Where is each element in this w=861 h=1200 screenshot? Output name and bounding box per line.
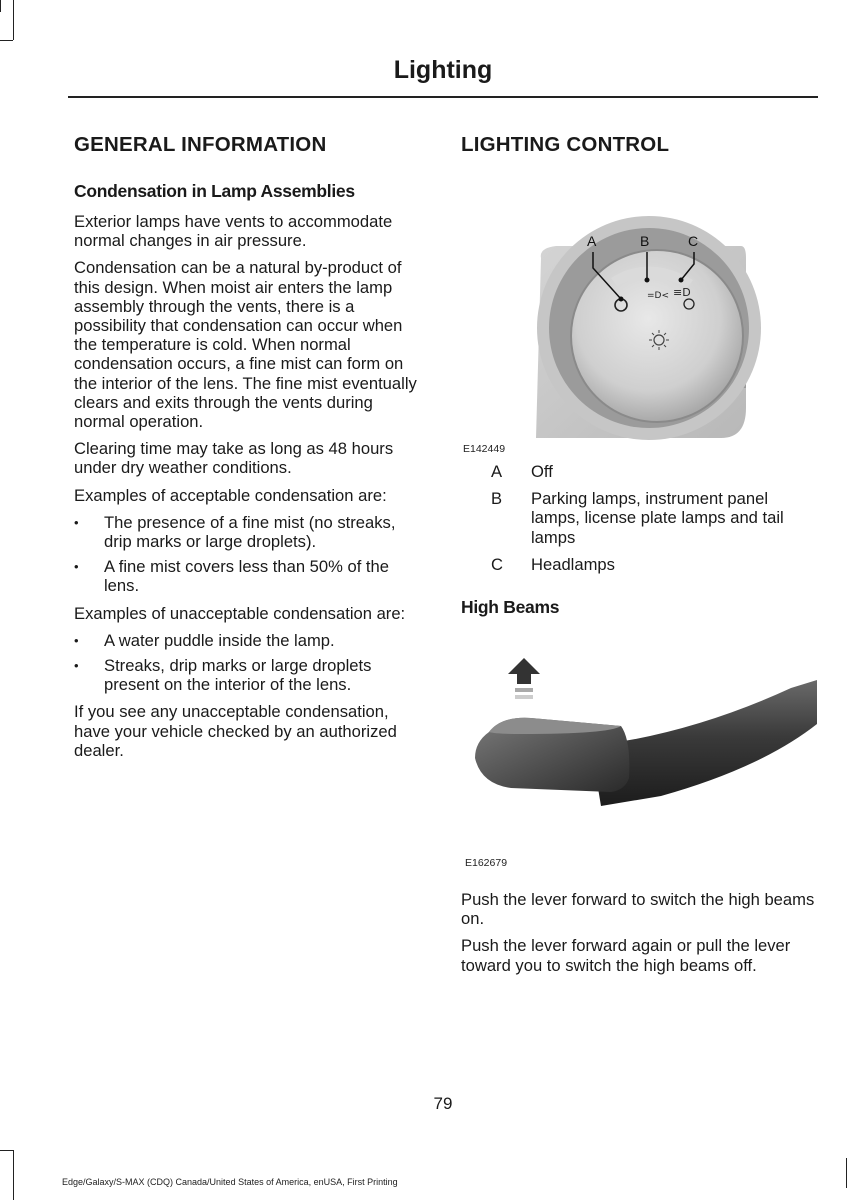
unacceptable-list	[74, 631, 426, 695]
parking-lamp-symbol: =D<	[647, 291, 670, 301]
list-item: • The presence of a fine mist (no streaks, drip marks or large droplets).	[74, 513, 426, 551]
section-heading: LIGHTING CONTROL	[461, 133, 670, 156]
paragraph: Exterior lamps have vents to accommodate normal changes in air pressure.	[74, 212, 393, 251]
crop-mark	[846, 1158, 847, 1188]
crop-mark	[0, 1150, 13, 1151]
crop-mark	[13, 0, 14, 40]
legend-row	[461, 462, 817, 481]
figure-id: E142449	[463, 443, 506, 455]
legend-key: A	[491, 462, 503, 481]
left-column	[74, 132, 426, 768]
callout-label-b: B	[640, 233, 650, 249]
legend-row	[461, 555, 817, 574]
footer-text: Edge/Galaxy/S-MAX (CDQ) Canada/United States of America, enUSA, First Printing	[62, 1177, 398, 1187]
headlamp-symbol: ≡D	[673, 286, 691, 299]
paragraph: Clearing time may take as long as 48 hours under dry weather conditions.	[74, 439, 394, 478]
legend-list	[461, 462, 817, 574]
list-item: • A water puddle inside the lamp.	[74, 631, 426, 650]
legend-row	[461, 489, 817, 547]
callout-label-c: C	[688, 233, 699, 249]
paragraph: Push the lever forward to switch the high beams on.	[461, 890, 815, 929]
high-beam-figure	[461, 628, 817, 890]
paragraph: Condensation can be a natural by-product of this design. When moist air enters the lamp assembly through the vents, there is a possibility that condensation can occur when the temperature is cold. When normal condensation occurs, a fine mist can form on the interior of the lens. The fine mist eventually clears and exits through the vents during normal operation.	[74, 258, 417, 432]
page-title: Lighting	[393, 56, 493, 84]
headlamp-switch-illustration	[461, 168, 817, 456]
paragraph: Push the lever forward again or pull the lever toward you to switch the high beams off.	[461, 936, 791, 975]
right-column	[461, 132, 817, 983]
section-heading: GENERAL INFORMATION	[74, 133, 327, 156]
crop-mark	[0, 0, 1, 12]
callout-label-a: A	[587, 233, 597, 249]
push-forward-arrow-icon	[508, 658, 540, 699]
paragraph: If you see any unacceptable condensation, have your vehicle checked by an authorized dealer.	[74, 702, 397, 760]
figure-id: E162679	[465, 857, 508, 870]
lighting-control-figure	[461, 168, 817, 456]
crop-mark	[13, 1150, 14, 1200]
list-item: • Streaks, drip marks or large droplets present on the interior of the lens.	[74, 656, 426, 694]
page-number: 79	[433, 1094, 453, 1113]
paragraph: Examples of unacceptable condensation are:	[74, 603, 406, 623]
acceptable-list	[74, 513, 426, 596]
legend-value: Headlamps	[531, 554, 615, 574]
turn-signal-lever-illustration	[461, 628, 817, 890]
crop-mark	[0, 40, 13, 41]
legend-value: Off	[531, 462, 553, 481]
legend-value: Parking lamps, instrument panel lamps, license plate lamps and tail lamps	[531, 489, 784, 547]
subsection-heading: Condensation in Lamp Assemblies	[74, 181, 355, 201]
header-rule	[68, 96, 818, 98]
legend-key: B	[491, 489, 503, 509]
paragraph: Examples of acceptable condensation are:	[74, 485, 387, 505]
legend-key: C	[491, 554, 503, 574]
list-item: • A fine mist covers less than 50% of the lens.	[74, 557, 426, 595]
subsection-heading: High Beams	[461, 597, 560, 618]
